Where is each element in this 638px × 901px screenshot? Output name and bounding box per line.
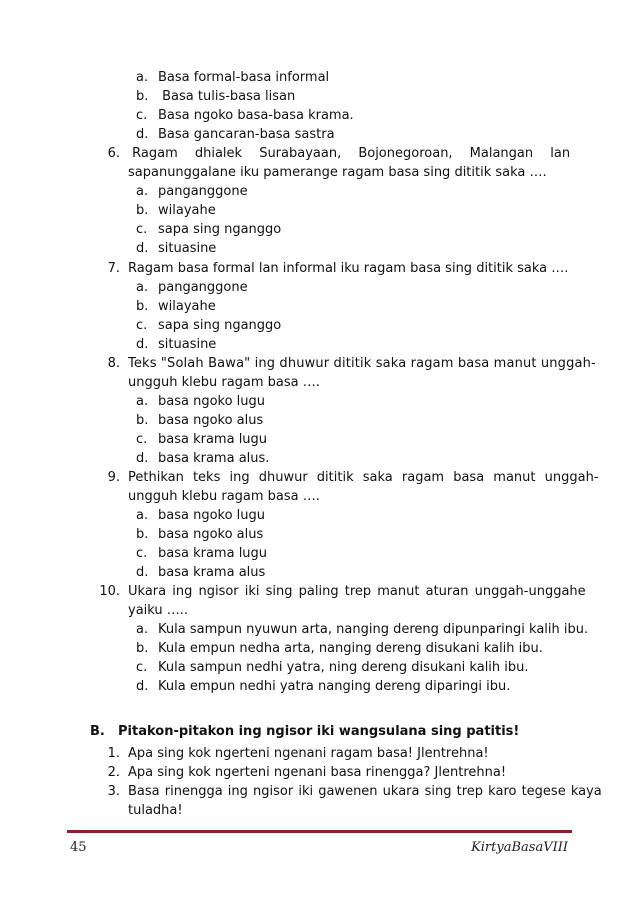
q10-option-c: c. Kula sampun nedhi yatra, ning dereng disukani kalih ibu.: [136, 660, 529, 675]
q6-option-c: c. sapa sing nganggo: [136, 222, 282, 237]
q8-option-c: c. basa krama lugu: [136, 432, 268, 447]
q7-option-d: d. situasine: [136, 337, 217, 352]
q9-option-c: c. basa krama lugu: [136, 546, 268, 561]
footer-book-title: KirtyaBasaVIII: [471, 840, 568, 855]
q10-option-a: a. Kula sampun nyuwun arta, nanging dereng dipunparingi kalih ibu.: [136, 622, 589, 637]
q6-option-b: b. wilayahe: [136, 203, 216, 218]
q6-line2: sapanunggalane iku pamerange ragam basa sing dititik saka ….: [128, 165, 547, 180]
section-b-item-3-line2: tuladha!: [128, 803, 183, 818]
q9-option-d: d. basa krama alus: [136, 565, 266, 580]
q7-option-c: c. sapa sing nganggo: [136, 318, 282, 333]
q10-line1: 10. Ukara ing ngisor iki sing paling trep manut aturan unggah-unggahe: [99, 584, 586, 599]
q7-line1: 7. Ragam basa formal lan informal iku ragam basa sing dititik saka ….: [107, 261, 569, 276]
q9-line1: 9. Pethikan teks ing dhuwur dititik saka ragam basa manut unggah-: [107, 470, 599, 485]
q8-option-b: b. basa ngoko alus: [136, 413, 264, 428]
q6-option-d: d. situasine: [136, 241, 217, 256]
q8-line1: 8. Teks "Solah Bawa" ing dhuwur dititik saka ragam basa manut unggah-: [107, 356, 596, 371]
q7-option-a: a. panganggone: [136, 280, 248, 295]
q9-option-b: b. basa ngoko alus: [136, 527, 264, 542]
q5-option-b: b. Basa tulis-basa lisan: [136, 89, 296, 104]
q9-option-a: a. basa ngoko lugu: [136, 508, 266, 523]
q7-option-b: b. wilayahe: [136, 299, 216, 314]
q8-option-a: a. basa ngoko lugu: [136, 394, 266, 409]
q5-option-c: c. Basa ngoko basa-basa krama.: [136, 108, 354, 123]
section-b-item-1: 1. Apa sing kok ngerteni ngenani ragam basa! Jlentrehna!: [107, 746, 489, 761]
q8-option-d: d. basa krama alus.: [136, 451, 270, 466]
q5-option-a: a. Basa formal-basa informal: [136, 70, 330, 85]
section-b-item-2: 2. Apa sing kok ngerteni ngenani basa rinengga? Jlentrehna!: [107, 765, 507, 780]
footer-rule: [67, 830, 572, 833]
q10-option-b: b. Kula empun nedha arta, nanging dereng disukani kalih ibu.: [136, 641, 543, 656]
q6-option-a: a. panganggone: [136, 184, 248, 199]
section-b-item-3-line1: 3. Basa rinengga ing ngisor iki gawenen ukara sing trep karo tegese kaya: [107, 784, 602, 799]
q10-option-d: d. Kula empun nedhi yatra nanging dereng diparingi ibu.: [136, 679, 511, 694]
section-b-heading: B. Pitakon-pitakon ing ngisor iki wangsulana sing patitis!: [90, 724, 520, 739]
q5-option-d: d. Basa gancaran-basa sastra: [136, 127, 335, 142]
q6-line1: 6. Ragam dhialek Surabayaan, Bojonegoroan, Malangan lan: [107, 146, 571, 161]
footer-page-number: 45: [70, 840, 87, 855]
q8-line2: ungguh klebu ragam basa ….: [128, 375, 320, 390]
q10-line2: yaiku …..: [128, 603, 189, 618]
q9-line2: ungguh klebu ragam basa ….: [128, 489, 320, 504]
